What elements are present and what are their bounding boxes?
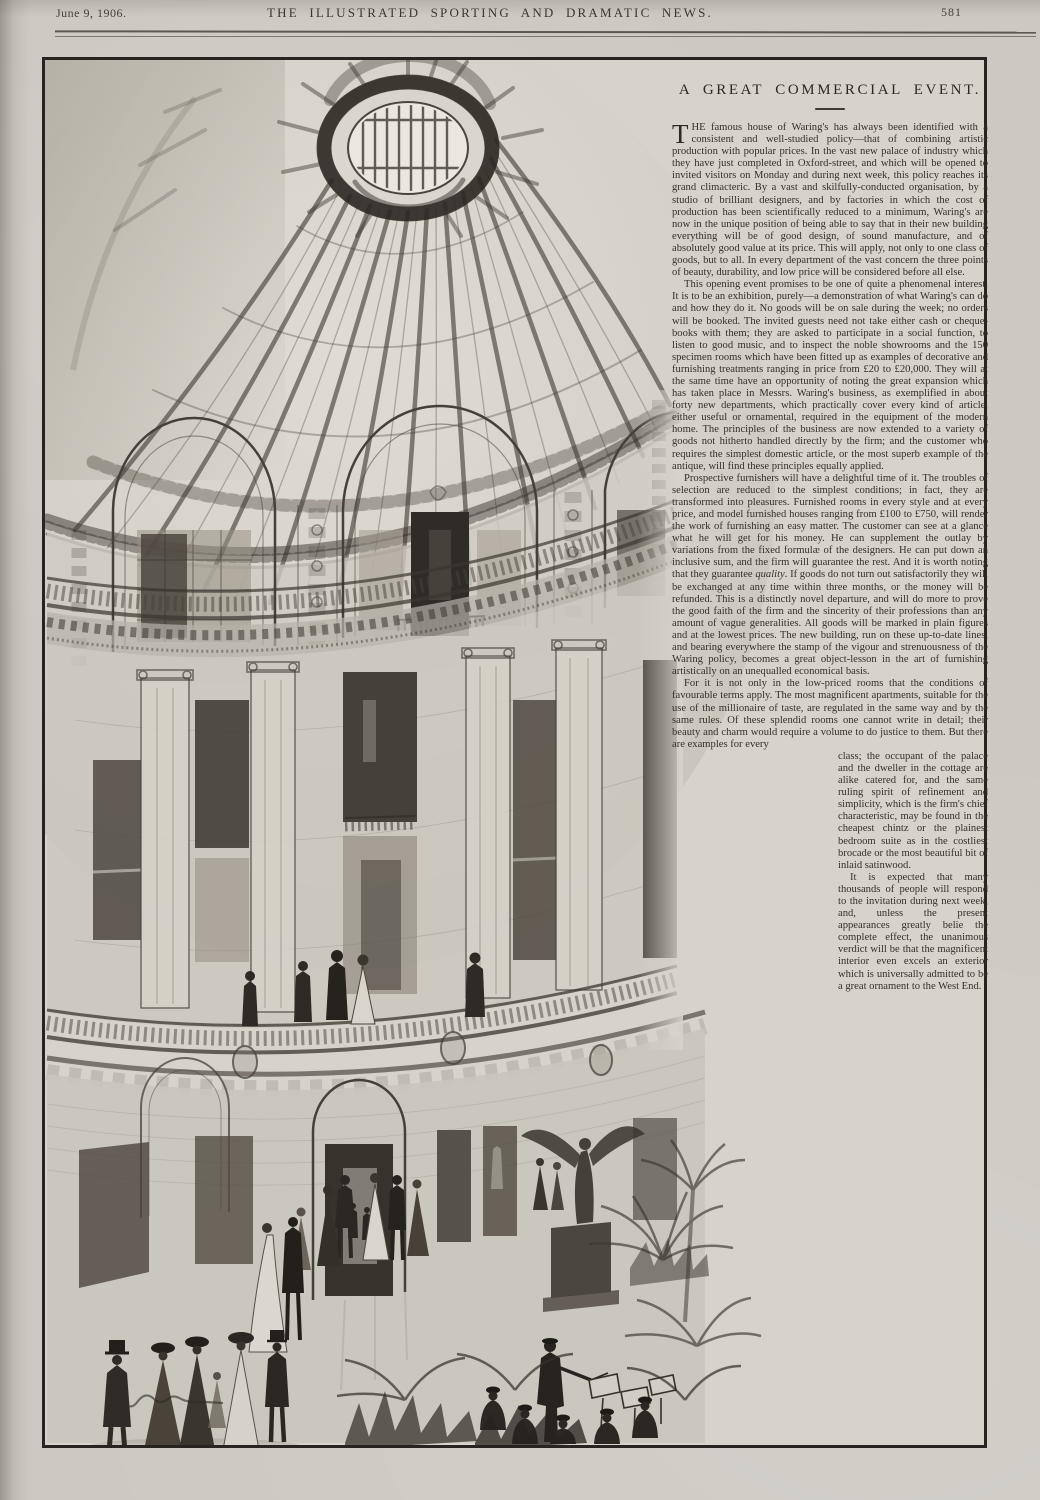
article-paragraph-4-narrow: class; the occupant of the palace and the dweller in the cottage are alike catered for, and the same ruling spirit of refinement and simplicity, which is the firm's chief characteristic, may be found in the cheapest chintz or the plainest bedroom suite as in the costliest brocade or the most beautiful bit of inlaid satinwood. [838,750,988,871]
drop-cap: T [672,119,689,149]
article-title: A GREAT COMMERCIAL EVENT. [678,82,982,98]
paragraph-3-text: Prospective furnishers will have a delightful time of it. The troubles of selection are reduced to the simplest conditions; in fact, they are transformed into pleasures. Furnished rooms in every style and at every price, and model furnished houses ranging from £100 to £750, will render the work of furnishing an easy matter. The customer can see at a glance what he will get for his money. He can supplement the outlay by variations from the fixed formulæ of the designers. He can put down an inclusive sum, and the firm will guarantee the rest. And it is worth noting that they guarantee [672,472,988,581]
article-column [672,82,988,993]
paragraph-3-text-after: . If goods do not turn out satisfactorily they will be exchanged at any time within three months, or the money will be refunded. This is a distinctly novel departure, and will do more to prove the good faith of the firm and the sincerity of their professions than any amount of vague generalities. All goods will be marked in plain figures and at the lowest prices. The new building, run on these up-to-date lines, and bearing everywhere the stamp of the vigour and strenuousness of the Waring policy, becomes a great object-lesson in the art of furnishing artistically on an unequalled economical basis. [672,569,988,678]
issue-date: June 9, 1906. [56,6,127,20]
content-frame [42,57,987,1448]
masthead: THE ILLUSTRATED SPORTING AND DRAMATIC NEWS. [267,5,713,20]
article-paragraph-2: This opening event promises to be one of quite a phenomenal interest. It is to be an exhibition, purely—a demonstration of what Waring's can do and how they do it. No goods will be on sale during the week; no orders will be booked. The invited guests need not take either cash or cheque-books with them; they are asked to participate in a social function, to listen to good music, and to inspect the noble showrooms and the 150 specimen rooms which have been fitted up as examples of decorative and furnishing treatments ranging in price from £20 to £20,000. They will at the same time have an opportunity of noting the great expansion which has taken place in Messrs. Waring's business, as exemplified in about forty new departments, which practically cover every kind of article, either useful or ornamental, required in the equipment of the modern home. The principles of the business are now extended to a variety of goods not hitherto handled directly by the firm; and the customer who requires the simplest domestic article, or the most superb example of the antique, will find these principles equally applied. [672,279,988,472]
title-divider [815,108,845,110]
header-rule-thick [55,30,1036,34]
header-rule-thin [55,36,1036,37]
article-paragraph-1 [672,119,988,279]
paragraph-3-italic-word: quality [755,569,785,581]
article-paragraph-3 [672,473,988,679]
article-paragraph-4-wide: For it is not only in the low-priced rooms that the conditions of favourable terms apply. The most magnificent apartments, suitable for the use of the millionaire of taste, are regulated in the same way and by the same rules. Of these splendid rooms one cannot write in detail; their beauty and charm would require a volume to do justice to them. But there are examples for every [672,678,988,750]
article-paragraph-5: It is expected that many thousands of people will respond to the invitation during next week, and, unless the present appearances greatly belie the complete effect, the unanimous verdict will be that the magnificent interior even excels an exterior which is universally admitted to be a great ornament to the West End. [838,871,988,992]
paragraph-1-text: HE famous house of Waring's has always been identified with a consistent and well-studied policy—that of combining artistic production with popular prices. In the vast new palace of industry which they have just completed in Oxford-street, and which will be opened to invited visitors on Monday and during next week, this policy reaches its grand climacteric. By a vast and skilfully-conducted organisation, by a studio of brilliant designers, and by factories in which the cost of production has been scientifically reduced to a minimum, Waring's are now in the unique position of being able to say that in their new building everything will be of good design, of sound manufacture, and of absolutely good value at its price. This will apply, not only to one class of goods, but to all. In every department of the vast concern the three points of beauty, durability, and low price will be considered before all else. [672,122,988,279]
page-number: 581 [941,5,962,19]
